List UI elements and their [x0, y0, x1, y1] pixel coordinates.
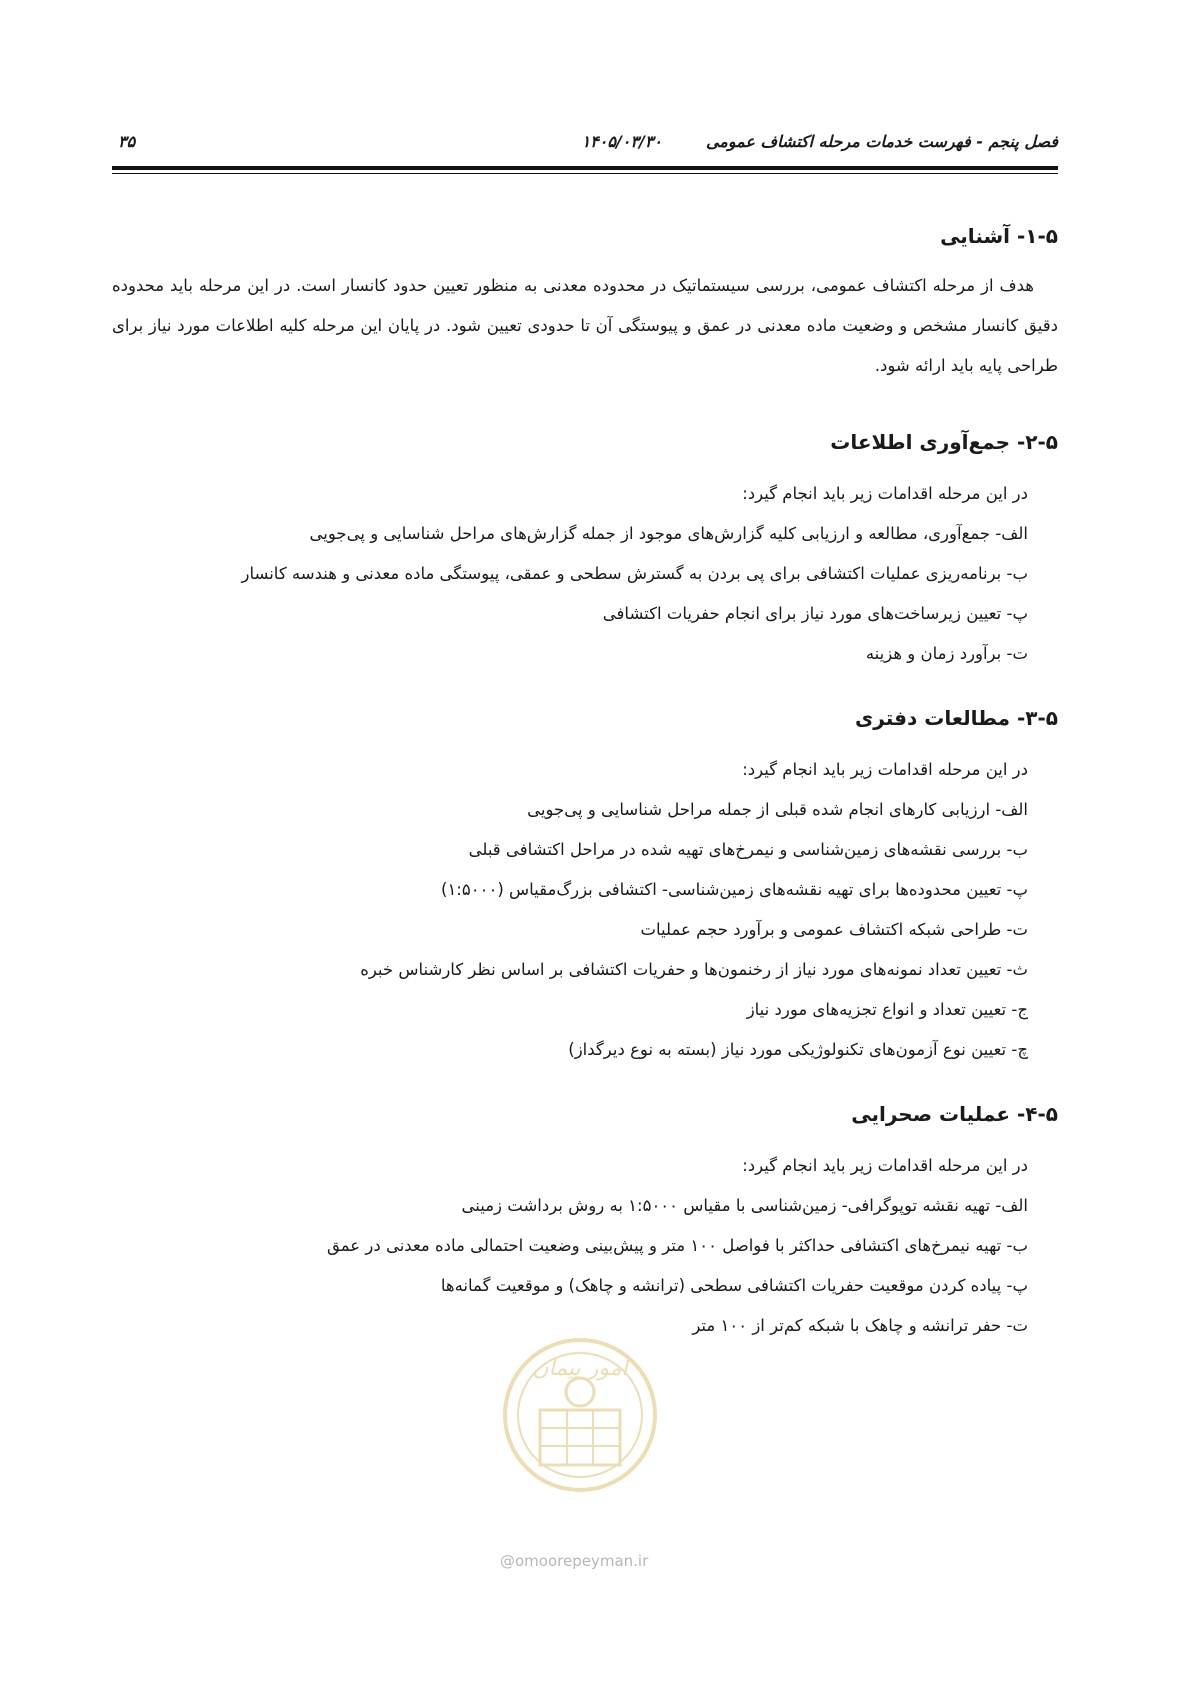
list-item: ث- تعیین تعداد نمونه‌های مورد نیاز از رخنمون‌ها و حفریات اکتشافی بر اساس نظر کارشناس خبره	[360, 960, 1028, 979]
section-intro: در این مرحله اقدامات زیر باید انجام گیرد:	[742, 760, 1028, 779]
list-item: الف- ارزیابی کارهای انجام شده قبلی از جمله مراحل شناسایی و پی‌جویی	[527, 800, 1028, 819]
header-rule-thin	[112, 173, 1058, 174]
section-introduction	[112, 214, 1058, 386]
running-header	[112, 132, 1058, 158]
list-item: ت- طراحی شبکه اکتشاف عمومی و برآورد حجم عملیات	[640, 920, 1028, 939]
task-list	[112, 790, 1058, 1070]
section-data-collection	[112, 420, 1058, 674]
list-item: ت- حفر ترانشه و چاهک با شبکه کم‌تر از ۱۰۰ متر	[692, 1316, 1028, 1335]
section-field-operations	[112, 1092, 1058, 1346]
section-title: ۴-۵- عملیات صحرایی	[851, 1102, 1058, 1126]
section-paragraph: هدف از مرحله اکتشاف عمومی، بررسی سیستماتیک در محدوده معدنی به منظور تعیین حدود کانسار است. در این مرحله باید محدوده دقیق کانسار مشخص و وضعیت ماده معدنی در عمق و پیوستگی آن تا حدودی تعیین شود. در پایان این مرحله کلیه اطلاعات مورد نیاز برای طراحی پایه باید ارائه شود.	[112, 276, 1058, 375]
list-item: الف- تهیه نقشه توپوگرافی- زمین‌شناسی با مقیاس ۱:۵۰۰۰ به روش برداشت زمینی	[461, 1196, 1028, 1215]
list-item: الف- جمع‌آوری، مطالعه و ارزیابی کلیه گزارش‌های موجود از جمله گزارش‌های مراحل شناسایی و پی‌جویی	[309, 524, 1028, 543]
section-title: ۳-۵- مطالعات دفتری	[854, 706, 1058, 730]
list-item: ب- بررسی نقشه‌های زمین‌شناسی و نیمرخ‌های تهیه شده در مراحل اکتشافی قبلی	[468, 840, 1028, 859]
watermark-logo-text: امور پیمان	[532, 1356, 628, 1381]
list-item: چ- تعیین نوع آزمون‌های تکنولوژیکی مورد نیاز (بسته به نوع دیرگداز)	[568, 1040, 1028, 1059]
watermark-logo	[495, 1320, 665, 1520]
header-rule-thick	[112, 166, 1058, 170]
list-item: پ- پیاده کردن موقعیت حفریات اکتشافی سطحی (ترانشه و چاهک) و موقعیت گمانه‌ها	[440, 1276, 1028, 1295]
list-item: پ- تعیین زیرساخت‌های مورد نیاز برای انجام حفریات اکتشافی	[602, 604, 1028, 623]
page-number: ۳۵	[118, 132, 136, 151]
section-intro: در این مرحله اقدامات زیر باید انجام گیرد:	[742, 484, 1028, 503]
list-item: پ- تعیین محدوده‌ها برای تهیه نقشه‌های زمین‌شناسی- اکتشافی بزرگ‌مقیاس (۱:۵۰۰۰)	[441, 880, 1028, 899]
section-title: ۱-۵- آشنایی	[940, 224, 1058, 248]
section-desk-studies	[112, 696, 1058, 1070]
watermark-url: @omoorepeyman.ir	[500, 1552, 649, 1570]
list-item: ب- برنامه‌ریزی عملیات اکتشافی برای پی بردن به گسترش سطحی و عمقی، پیوستگی ماده معدنی و هندسه کانسار	[241, 564, 1028, 583]
list-item: ت- برآورد زمان و هزینه	[865, 644, 1028, 663]
task-list	[112, 1186, 1058, 1346]
section-intro: در این مرحله اقدامات زیر باید انجام گیرد:	[742, 1156, 1028, 1175]
section-title: ۲-۵- جمع‌آوری اطلاعات	[830, 430, 1058, 454]
revision-date: ۱۴۰۵/۰۳/۳۰	[581, 132, 662, 151]
list-item: ب- تهیه نیمرخ‌های اکتشافی حداکثر با فواصل ۱۰۰ متر و پیش‌بینی وضعیت احتمالی ماده معدنی در عمق	[327, 1236, 1028, 1255]
page-body	[112, 214, 1058, 1346]
list-item: ج- تعیین تعداد و انواع تجزیه‌های مورد نیاز	[746, 1000, 1028, 1019]
chapter-title: فصل پنجم - فهرست خدمات مرحله اکتشاف عمومی	[705, 132, 1058, 151]
task-list	[112, 514, 1058, 674]
